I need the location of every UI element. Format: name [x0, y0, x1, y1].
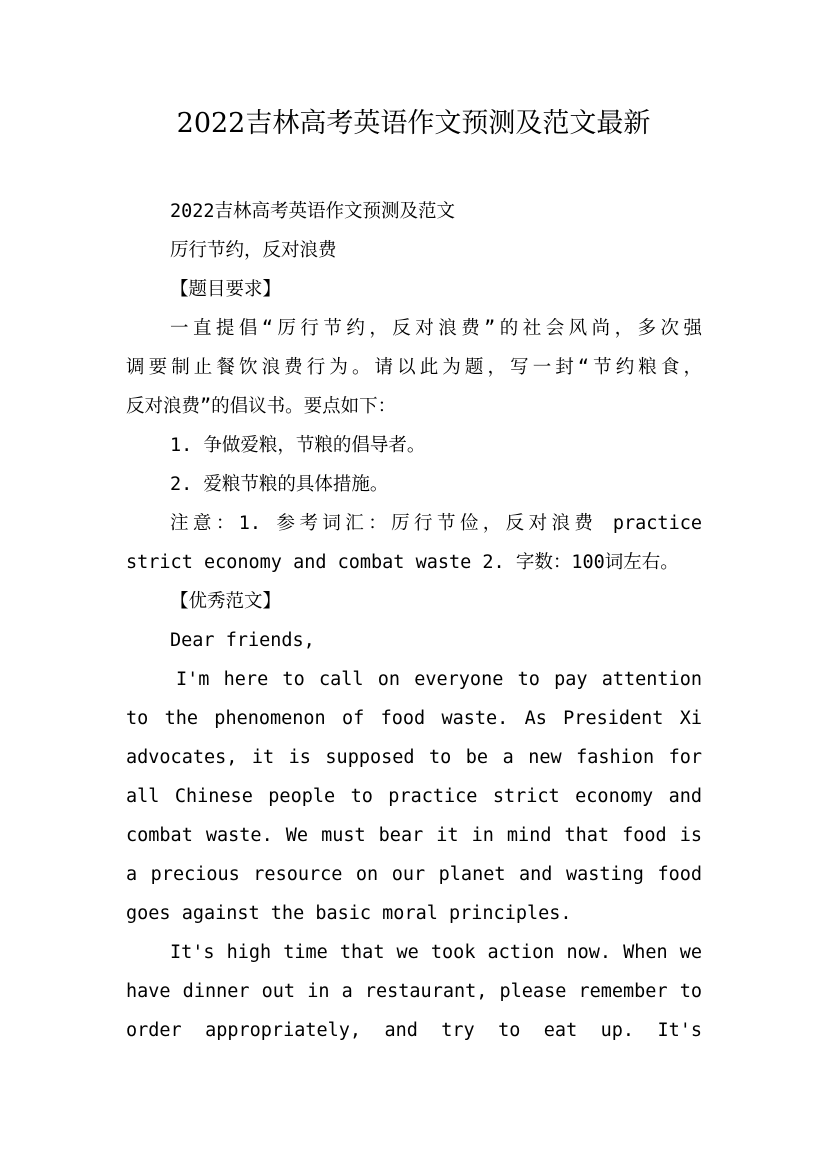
paragraph-line: 反对浪费”的倡议书。要点如下： [126, 396, 397, 417]
essay-line: combat waste. We must bear it in mind that food is [126, 825, 702, 846]
document-title: 2022吉林高考英语作文预测及范文最新 [176, 108, 651, 139]
essay-line: It's high time that we took action now. When we [170, 942, 702, 963]
essay-line: goes against the basic moral principles. [126, 903, 572, 924]
essay-line: a precious resource on our planet and wasting food [126, 864, 702, 885]
paragraph-line: 一直提倡“厉行节约，反对浪费”的社会风尚，多次强 [170, 318, 702, 339]
note-line: 注意：1. 参考词汇：厉行节俭，反对浪费 practice [170, 513, 702, 534]
subtitle-line: 2022吉林高考英语作文预测及范文 [170, 201, 456, 222]
essay-line: order appropriately, and try to eat up. It's [126, 1020, 702, 1041]
paragraph-line: 调要制止餐饮浪费行为。请以此为题，写一封“节约粮食， [126, 357, 702, 378]
section-heading-sample: 【优秀范文】 [170, 591, 282, 612]
list-item: 1. 争做爱粮，节粮的倡导者。 [170, 435, 426, 456]
note-line: strict economy and combat waste 2. 字数：100词左右。 [126, 552, 679, 573]
topic-line: 厉行节约，反对浪费 [170, 240, 337, 261]
essay-line: to the phenomenon of food waste. As President Xi [126, 708, 702, 729]
document-body [126, 192, 702, 1050]
essay-line: all Chinese people to practice strict economy and [126, 786, 702, 807]
essay-line: have dinner out in a restaurant, please remember to [126, 981, 702, 1002]
essay-line: I'm here to call on everyone to pay attention [176, 669, 702, 690]
essay-line: advocates, it is supposed to be a new fashion for [126, 747, 702, 768]
list-item: 2. 爱粮节粮的具体措施。 [170, 474, 389, 495]
salutation: Dear friends, [170, 630, 315, 651]
section-heading-requirements: 【题目要求】 [170, 279, 282, 300]
